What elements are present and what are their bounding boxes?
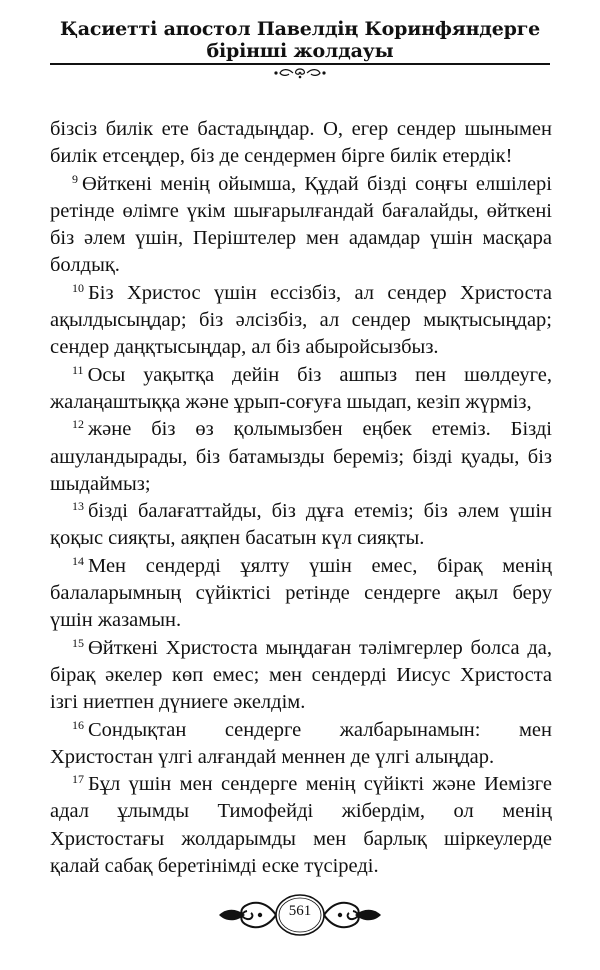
verse-number: 17 [72,772,84,787]
verse-number: 9 [72,171,78,186]
verse-text: бізді балағаттайды, біз дұға етеміз; біз әлем үшін қоқыс сияқты, аяқпен басатын күл сияқты. [50,500,552,550]
verse-17 [50,771,552,880]
verse-16 [50,717,552,772]
paragraph-intro: бізсіз билік ете бастадыңдар. О, егер сендер шынымен билік етсеңдер, біз де сендермен бірге билік етердік! [50,118,552,168]
verse-text: Біз Христос үшін ессізбіз, ал сендер Христоста ақылдысыңдар; біз әлсізбіз, ал сендер мықтысыңдар; сендер даңқтысыңдар, ал біз абыройсызбыз. [50,281,552,359]
page-number: 561 [288,903,312,919]
verse-11 [50,362,552,417]
verse-14 [50,553,552,635]
verse-9 [50,171,552,280]
scripture-text [50,116,552,880]
verse-number: 15 [72,635,84,650]
verse-text: Осы уақытқа дейін біз ашпыз пен шөлдеуге, жалаңаштыққа және ұрып-соғуға шыдап, кезіп жүрміз, [50,363,552,413]
verse-text: және біз өз қолымызбен еңбек етеміз. Бізді ашуландырады, біз батамызды береміз; бізді қуады, біз шыдаймыз; [50,418,552,495]
verse-13 [50,498,552,553]
verse-text: Өйткені Христоста мыңдаған тәлімгерлер болса да, бірақ әкелер көп емес; мен сендерді Иисус Христоста ізгі ниетпен дүниеге әкелдім. [50,636,552,714]
verse-text: Бұл үшін мен сендерге менің сүйікті және Иемізге адал ұлымды Тимофейді жібердім, ол менің Христостағы жолдарымды мен барлық шіркеулерде қалай сабақ беретінімді еске түсіреді. [50,773,552,878]
verse-text: Мен сендерді ұялту үшін емес, бірақ менің балаларымның сүйіктісі ретінде сендерге ақыл беру үшін жазамын. [50,554,552,632]
verse-number: 10 [72,280,84,295]
running-header [0,18,600,62]
verse-12 [50,416,552,498]
verse-number: 14 [72,553,84,568]
header-ornament-icon [270,66,330,80]
header-divider [50,63,550,65]
verse-number: 13 [72,499,84,514]
header-title-line-2: бірінші жолдауы [206,40,394,62]
verse-15 [50,635,552,717]
verse-text: Сондықтан сендерге жалбарынамын: мен Христостан үлгі алғандай меннен де үлгі алыңдар. [50,718,552,768]
verse-10 [50,280,552,362]
header-title-line-1: Қасиетті апостол Павелдің Коринфяндерге [59,18,541,40]
verse-number: 12 [72,417,84,432]
verse-number: 16 [72,717,84,732]
verse-text: Өйткені менің ойымша, Құдай бізді соңғы елшілері ретінде өлімге үкім шығарылғандай бағалайды, өйткені біз әлем үшін, Періштелер мен адамдар үшін масқара болдық. [50,172,552,277]
verse-number: 11 [72,362,84,377]
